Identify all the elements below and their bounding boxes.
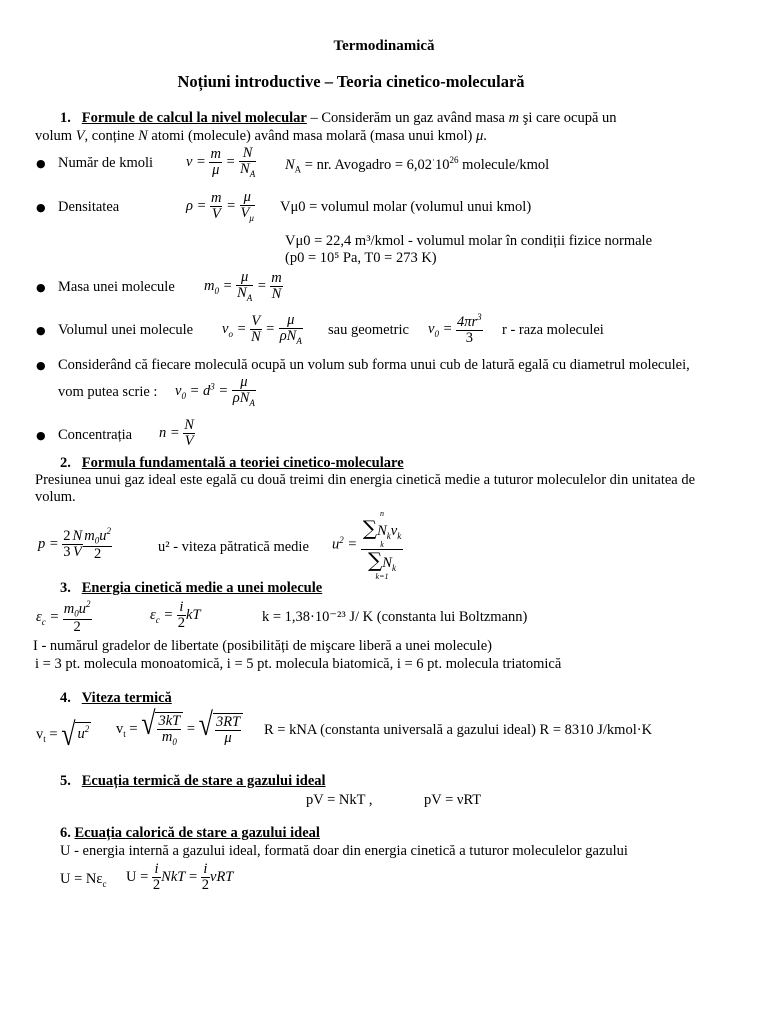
section-2-text-2: volum.: [35, 489, 76, 505]
section-number: 5.: [60, 773, 71, 789]
volume-label: Volumul unei molecule: [58, 322, 194, 338]
radius-note: r - raza moleculei: [502, 322, 604, 338]
section-title: Viteza termică: [81, 690, 172, 706]
note-dot: ·: [432, 155, 436, 165]
section-number: 6.: [60, 825, 71, 841]
formula-internal-energy-1: [60, 871, 106, 889]
section-3-heading: [60, 580, 322, 597]
degrees-freedom-note: I - numărul gradelor de libertate (posibilități de mişcare liberă a unei molecule): [33, 638, 492, 654]
formula-molecule-mass: $m_0$ = $\frac{\mu}{N_A}$ = $\frac{m}{N}$: [204, 269, 282, 304]
section-title: Ecuația termică de stare a gazului ideal: [81, 773, 326, 789]
formula-sphere-volume: $v_0$ = $\frac{4\pi r^3}{3}$: [428, 312, 482, 347]
geometric-label: sau geometric: [328, 322, 409, 338]
symbol-V: V: [75, 128, 85, 144]
subscript-c: c: [102, 878, 107, 889]
equation-state-2: pV = νRT: [424, 792, 482, 808]
intro-text: – Considerăm un gaz având masa: [306, 110, 509, 126]
internal-energy-note: U - energia internă a gazului ideal, formată doar din energia cinetică a tuturor moleculelor gazului: [60, 843, 628, 859]
boltzmann-note: k = 1,38·10⁻²³ J/ K (constanta lui Boltzmann): [262, 609, 528, 625]
bullet-icon: ●: [36, 324, 46, 337]
molar-volume-value: Vμ0 = 22,4 m³/kmol - volumul molar în condiții fizice normale: [285, 233, 653, 249]
intro-text: .: [483, 128, 487, 144]
formula-molecule-volume: $v_o$ = $\frac{V}{N}$ = $\frac{\mu}{\rho N_A}$: [222, 312, 302, 347]
bullet-kmoli: [36, 155, 46, 172]
symbol-mu: μ: [475, 128, 484, 144]
formula-internal-energy-2: U = $\frac{i}{2}$ NkT = $\frac{i}{2}$ νRT: [126, 861, 234, 894]
mass-label: Masa unei molecule: [58, 279, 175, 295]
section-1-intro: [35, 128, 487, 145]
cube-text: Considerând că fiecare moleculă ocupă un volum sub forma unui cub de latură egală cu diametrul moleculei,: [58, 357, 690, 373]
gas-constant-note: R = kNA (constanta universală a gazului ideal) R = 8310 J/kmol·K: [264, 722, 653, 738]
section-1-heading: [60, 110, 617, 127]
section-6-heading: [60, 825, 320, 842]
intro-text: atomi (molecule) având masa molară (masa unui kmol): [147, 128, 476, 144]
formula-concentration: n = $\frac{N}{V}$: [159, 417, 194, 450]
section-title: Ecuația calorică de stare a gazului ideal: [74, 825, 320, 841]
section-title: Formule de calcul la nivel molecular: [81, 110, 307, 126]
page-title: Termodinamică: [333, 38, 435, 54]
bullet-icon: ●: [36, 359, 46, 372]
section-number: 1.: [60, 110, 71, 126]
section-2-text: Presiunea unui gaz ideal este egală cu două treimi din energia cinetică medie a tuturor moleculelor din unitatea de: [35, 472, 696, 488]
normal-conditions: (p0 = 10⁵ Pa, T0 = 273 K): [285, 250, 437, 266]
intro-text: volum: [35, 128, 76, 144]
note-text: = nr. Avogadro = 6,02: [301, 156, 433, 173]
formula-thermal-speed-kT: $v_t$ = √ $\frac{3kT}{m_0}$ = √ $\frac{3RT}{\mu}$: [116, 712, 243, 748]
note-exponent: 26: [449, 155, 459, 165]
kmoli-label: Număr de kmoli: [58, 155, 154, 171]
cube-text-2: vom putea scrie :: [58, 384, 158, 400]
concentration-label: Concentrația: [58, 427, 133, 443]
page-subtitle: Noțiuni introductive – Teoria cinetico-moleculară: [177, 72, 525, 91]
u2-note: u² - viteza pătratică medie: [158, 539, 309, 555]
section-2-heading: [60, 455, 404, 472]
section-number: 3.: [60, 580, 71, 596]
section-number: 4.: [60, 690, 71, 706]
bullet-icon: ●: [36, 281, 46, 294]
bullet-icon: ●: [36, 429, 46, 442]
symbol-N: N: [138, 128, 148, 144]
formula-kinetic-energy-kT: $\varepsilon_c$ = $\frac{i}{2}$ kT: [150, 599, 201, 632]
formula-kinetic-energy: $\varepsilon_c$ = $\frac{m_0u^2}{2}$: [36, 599, 91, 636]
intro-text: şi care ocupă un: [519, 110, 617, 126]
section-number: 2.: [60, 455, 71, 471]
formula-density: ρ = $\frac{m}{V}$ = $\frac{\mu}{V_\mu}$: [186, 189, 254, 224]
formula-cube-volume: $v_0 = d^3$ = $\frac{\mu}{\rho N_A}$: [175, 374, 255, 409]
formula-rms-speed: $u^2$ = n $\sum N_kv_k$ k $\sum N_k$ k=1: [332, 509, 402, 581]
equation-state-1: pV = NkT ,: [306, 792, 373, 808]
symbol-m: m: [508, 110, 520, 126]
subscript-A: A: [294, 164, 302, 175]
density-label: Densitatea: [58, 199, 120, 215]
equation-text: U =: [126, 869, 149, 886]
degrees-values-note: i = 3 pt. molecula monoatomică, i = 5 pt. molecula biatomică, i = 6 pt. molecula triatomică: [35, 656, 562, 672]
bullet-icon: ●: [36, 157, 46, 170]
formula-thermal-speed: $v_t$ = √ $u^2$: [36, 716, 90, 753]
molar-volume-note: Vμ0 = volumul molar (volumul unui kmol): [280, 199, 532, 215]
formula-pressure: p = $\frac{2}{3}$ $\frac{N}{V}$ $\frac{m_0u^2}{2}$: [38, 526, 111, 563]
section-title: Energia cinetică medie a unei molecule: [81, 580, 323, 596]
note-text: 10: [435, 156, 450, 173]
equation-text: U = Nε: [60, 871, 103, 887]
section-title: Formula fundamentală a teoriei cinetico-moleculare: [81, 455, 404, 471]
note-text: molecule/kmol: [458, 156, 550, 173]
formula-kmoli: ν = $\frac{m}{\mu}$ = $\frac{N}{N_A}$: [186, 145, 256, 180]
intro-text: , conține: [84, 128, 139, 144]
bullet-icon: ●: [36, 201, 46, 214]
section-5-heading: [60, 773, 326, 790]
avogadro-note: [285, 155, 549, 175]
symbol-NA: N: [285, 156, 295, 173]
